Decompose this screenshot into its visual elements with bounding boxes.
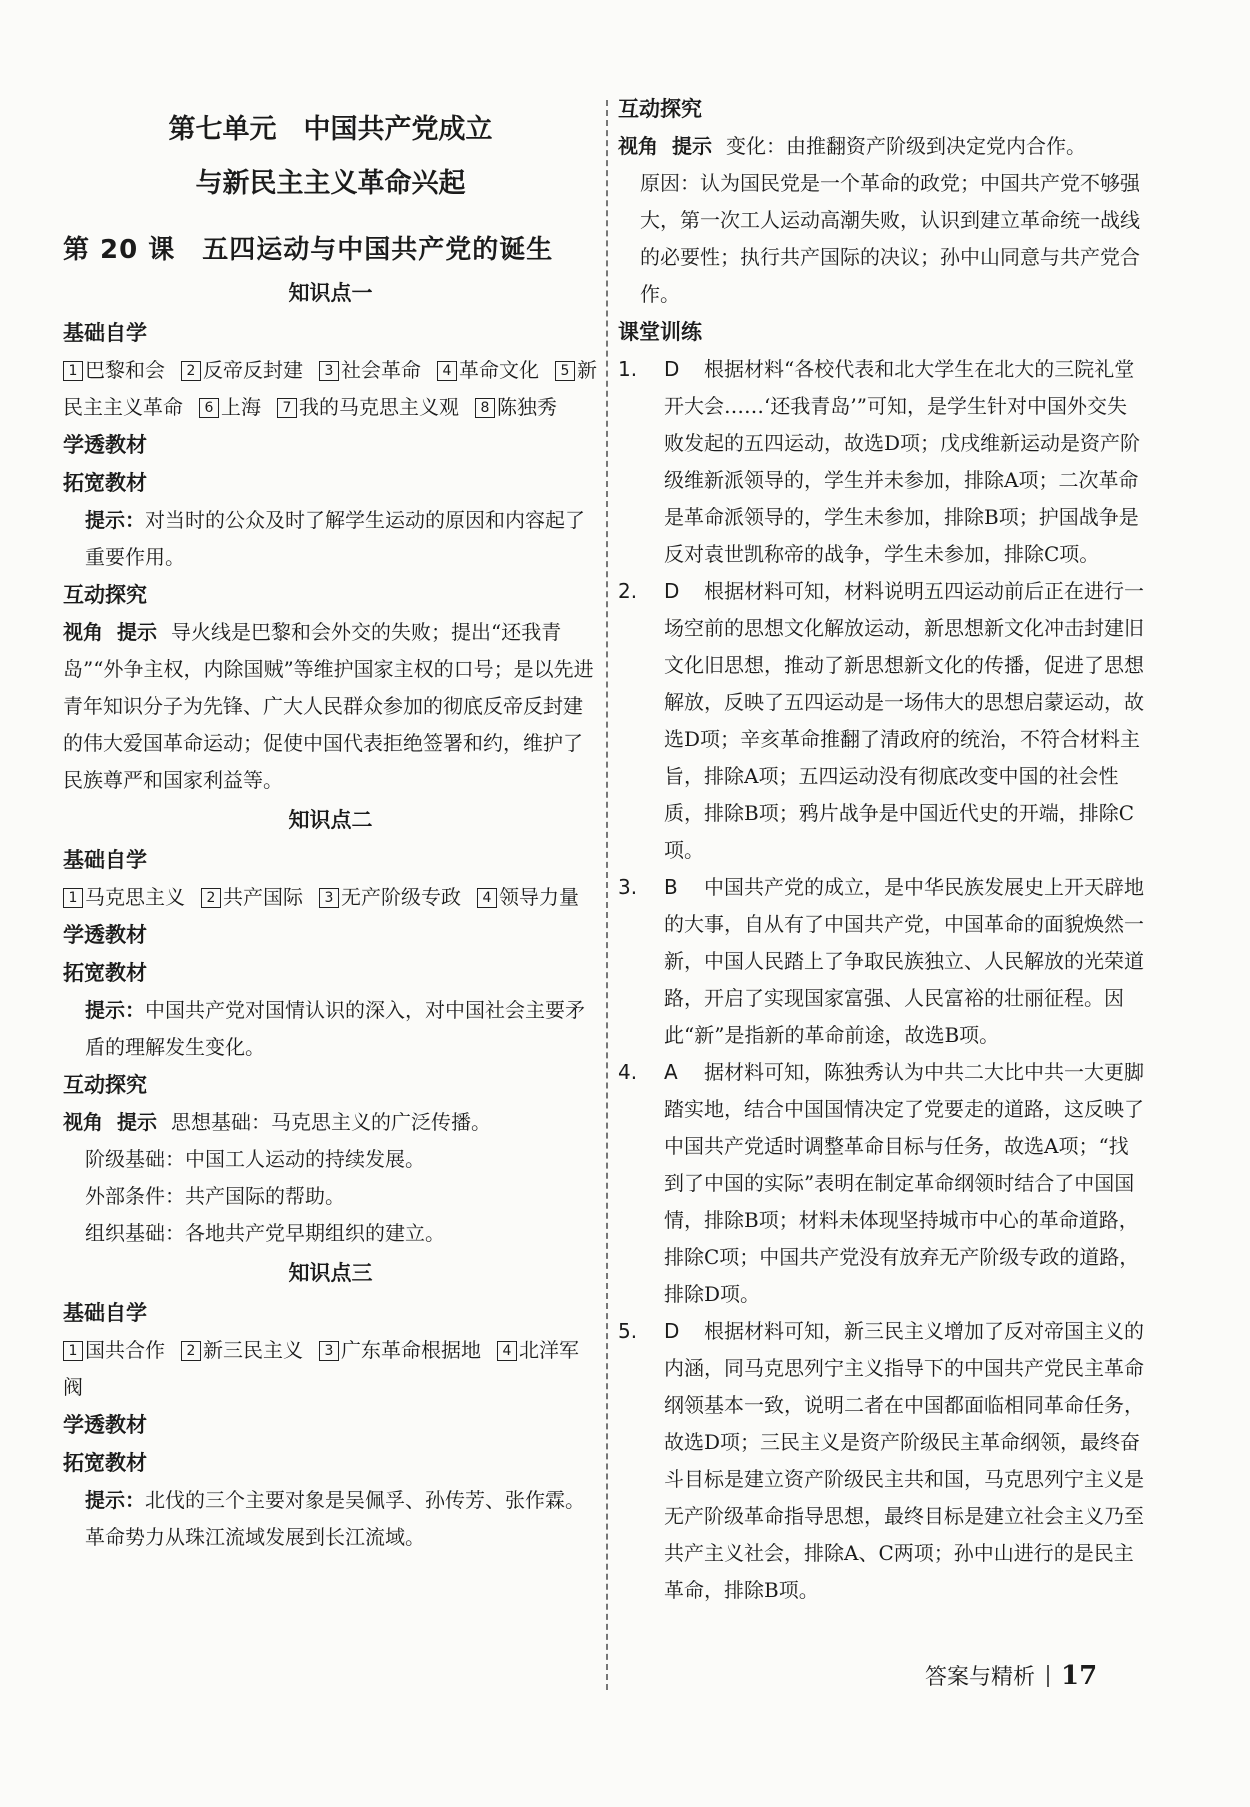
- kp3-item: 2 新三民主义: [181, 1338, 303, 1362]
- kp3-items: [63, 1332, 598, 1406]
- lesson-title: 第 20 课 五四运动与中国共产党的诞生: [63, 235, 554, 265]
- kp2-items: [63, 879, 598, 916]
- right-column: [618, 90, 1146, 1609]
- unit-title-line2: 与新民主主义革命兴起: [195, 168, 466, 199]
- kp1-xuetou-heading: 学透教材: [63, 433, 147, 457]
- question-3: 3. B 中国共产党的成立，是中华民族发展史上开天辟地的大事，自从有了中国共产党，中国革命的面貌焕然一新，中国人民踏上了争取民族独立、人民解放的光荣道路，开启了实现国家富强、人民富裕的壮丽征程。因此“新”是指新的革命前途，故选B项。: [618, 869, 1146, 1054]
- kp3-item: 3 广东革命根据地: [319, 1338, 481, 1362]
- kp2-title: 知识点二: [288, 808, 373, 832]
- ketang-heading: 课堂训练: [618, 320, 702, 344]
- kp1-item: 4 革命文化: [437, 358, 539, 382]
- kp2-item: 4 领导力量: [477, 885, 579, 909]
- kp3-item: 1 国共合作: [63, 1338, 165, 1362]
- unit-title-line1: 第七单元 中国共产党成立: [168, 114, 493, 145]
- kp1-item: 6 上海: [199, 395, 261, 419]
- footer-separator: [1047, 1665, 1049, 1687]
- kp1-item: 1 巴黎和会: [63, 358, 165, 382]
- kp3-tuokuan-heading: 拓宽教材: [63, 1451, 147, 1475]
- kp2-tuokuan-heading: 拓宽教材: [63, 961, 147, 985]
- kp1-items: [63, 352, 598, 426]
- kp2-hudong-line: 视角 提示 思想基础：马克思主义的广泛传播。: [63, 1110, 491, 1134]
- right-yuanyin: 原因：认为国民党是一个革命的政党；中国共产党不够强大，第一次工人运动高潮失败，认识到建立革命统一战线的必要性；执行共产国际的决议；孙中山同意与共产党合作。: [640, 171, 1140, 306]
- answer-letter: A: [664, 1060, 678, 1084]
- kp2-item: 3 无产阶级专政: [319, 885, 461, 909]
- kp2-tishi: 提示：中国共产党对国情认识的深入，对中国社会主要矛盾的理解发生变化。: [85, 998, 585, 1059]
- kp3-tishi: 提示：北伐的三个主要对象是吴佩孚、孙传芳、张作霖。革命势力从珠江流域发展到长江流域。: [85, 1488, 585, 1549]
- question-5: 5. D 根据材料可知，新三民主义增加了反对帝国主义的内涵，同马克思列宁主义指导下的中国共产党民主革命纲领基本一致，说明二者在中国都面临相同革命任务，故选D项；三民主义是资产阶级民主革命纲领，最终奋斗目标是建立资产阶级民主共和国，马克思列宁主义是无产阶级革命指导思想，最终目标是建立社会主义乃至共产主义社会，排除A、C两项；孙中山进行的是民主革命，排除B项。: [618, 1313, 1146, 1609]
- kp1-item: 3 社会革命: [319, 358, 421, 382]
- kp1-title: 知识点一: [288, 281, 373, 305]
- kp3-jichu-heading: 基础自学: [63, 1301, 147, 1325]
- kp1-item: 5 新民主主义革命: [63, 358, 597, 419]
- answer-letter: D: [664, 1319, 680, 1343]
- kp1-item: 2 反帝反封建: [181, 358, 303, 382]
- kp3-item: 4 北洋军阀: [63, 1338, 579, 1399]
- answer-letter: D: [664, 357, 680, 381]
- answer-letter: B: [664, 875, 678, 899]
- kp2-hudong-line: 阶级基础：中国工人运动的持续发展。: [85, 1147, 425, 1171]
- right-hudong-heading: 互动探究: [618, 97, 702, 121]
- kp3-xuetou-heading: 学透教材: [63, 1413, 147, 1437]
- right-bianhua: 视角 提示 变化：由推翻资产阶级到决定党内合作。: [618, 134, 1086, 158]
- kp1-tishi: 提示：对当时的公众及时了解学生运动的原因和内容起了重要作用。: [85, 508, 585, 569]
- kp1-tuokuan-heading: 拓宽教材: [63, 471, 147, 495]
- kp1-item: 7 我的马克思主义观: [277, 395, 459, 419]
- kp1-item: 8 陈独秀: [475, 395, 557, 419]
- kp2-xuetou-heading: 学透教材: [63, 923, 147, 947]
- kp1-jichu-heading: 基础自学: [63, 321, 147, 345]
- answer-letter: D: [664, 579, 680, 603]
- kp2-jichu-heading: 基础自学: [63, 848, 147, 872]
- kp2-hudong-line: 外部条件：共产国际的帮助。: [85, 1184, 345, 1208]
- question-4: 4. A 据材料可知，陈独秀认为中共二大比中共一大更脚踏实地，结合中国国情决定了党要走的道路，这反映了中国共产党适时调整革命目标与任务，故选A项；“找到了中国的实际”表明在制定革命纲领时结合了中国国情，排除B项；材料未体现坚持城市中心的革命道路，排除C项；中国共产党没有放弃无产阶级专政的道路，排除D项。: [618, 1054, 1146, 1313]
- kp2-hudong-line: 组织基础：各地共产党早期组织的建立。: [85, 1221, 445, 1245]
- kp2-hudong-heading: 互动探究: [63, 1073, 147, 1097]
- footer-label: 答案与精析: [925, 1665, 1036, 1690]
- left-column: [63, 90, 598, 1556]
- kp2-item: 1 马克思主义: [63, 885, 185, 909]
- kp2-item: 2 共产国际: [201, 885, 303, 909]
- page-footer: [925, 1660, 1097, 1691]
- column-divider: [606, 100, 608, 1690]
- question-1: 1. D 根据材料“各校代表和北大学生在北大的三院礼堂开大会……‘还我青岛’”可知，是学生针对中国外交失败发起的五四运动，故选D项；戊戌维新运动是资产阶级维新派领导的，学生并未参加，排除A项；二次革命是革命派领导的，学生未参加，排除B项；护国战争是反对袁世凯称帝的战争，学生未参加，排除C项。: [618, 351, 1146, 573]
- kp3-title: 知识点三: [288, 1261, 373, 1285]
- kp1-hudong-text: 视角 提示 导火线是巴黎和会外交的失败；提出“还我青岛”“外争主权，内除国贼”等维护国家主权的口号；是以先进青年知识分子为先锋、广大人民群众参加的彻底反帝反封建的伟大爱国革命运动；促使中国代表拒绝签署和约，维护了民族尊严和国家利益等。: [63, 620, 594, 792]
- kp1-hudong-heading: 互动探究: [63, 583, 147, 607]
- question-2: 2. D 根据材料可知，材料说明五四运动前后正在进行一场空前的思想文化解放运动，新思想新文化冲击封建旧文化旧思想，推动了新思想新文化的传播，促进了思想解放，反映了五四运动是一场伟大的思想启蒙运动，故选D项；辛亥革命推翻了清政府的统治，不符合材料主旨，排除A项；五四运动没有彻底改变中国的社会性质，排除B项；鸦片战争是中国近代史的开端，排除C项。: [618, 573, 1146, 869]
- page-number: 17: [1061, 1661, 1098, 1691]
